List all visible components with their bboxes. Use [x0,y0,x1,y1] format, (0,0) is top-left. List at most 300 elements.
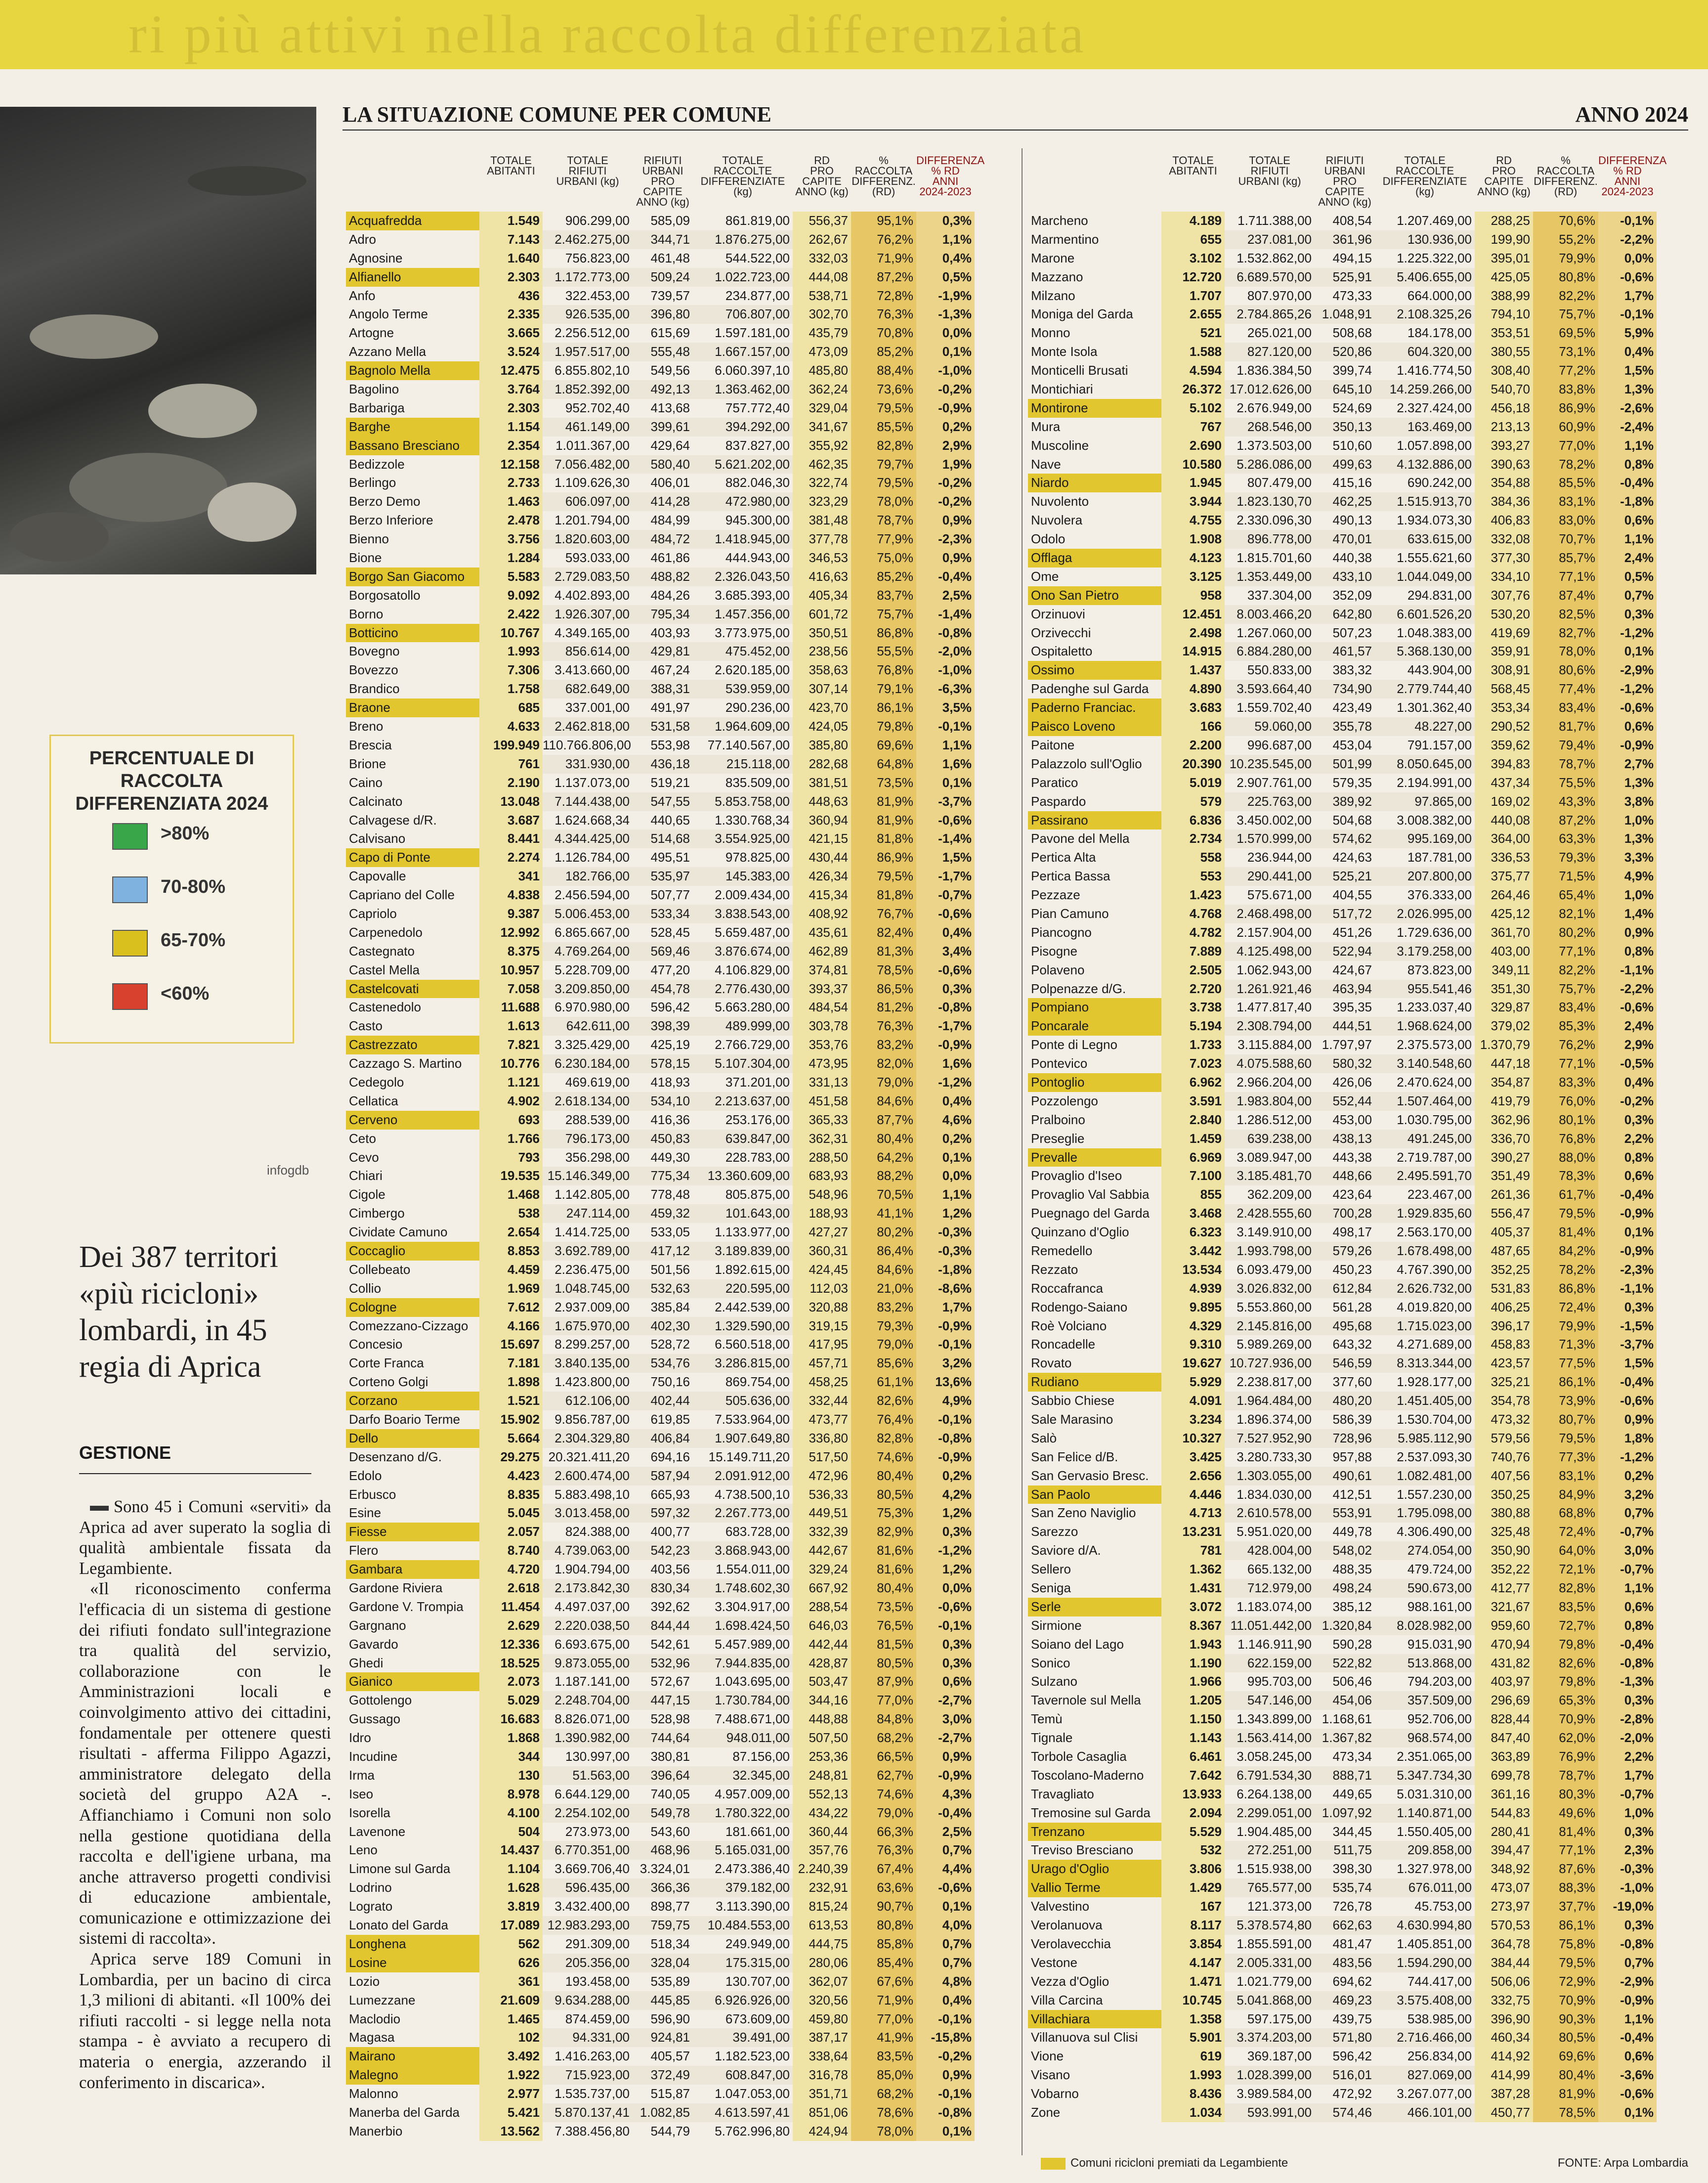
table-cell: 807.970,00 [1247,288,1312,303]
municipality-name: Calcinato [349,793,403,809]
table-cell: 110.766.806,00 [543,737,631,752]
table-cell: 6.461 [1161,1747,1225,1766]
table-cell: 2.091.912,00 [693,1467,793,1485]
table-cell: 78,7% [1533,755,1598,774]
table-cell: 77,1% [1533,568,1598,586]
table-cell: 484,26 [650,587,690,603]
municipality-name: Anfo [349,288,376,303]
table-cell: 861.819,00 [725,213,790,228]
table-cell: 579 [1161,792,1225,811]
table-cell: 3.280.733,30 [1237,1449,1312,1464]
table-cell: 3.692.789,00 [543,1242,633,1261]
table-cell: -0,6% [916,905,975,923]
municipality-name: Preseglie [1031,1131,1085,1146]
table-cell: 395,35 [1332,1000,1372,1015]
table-cell: 86,1% [851,699,916,717]
table-cell: 568,45 [1475,680,1533,699]
table-cell: 351,71 [793,2085,851,2103]
table-cell: 489.999,00 [693,1017,793,1036]
municipality-name: Villachiara [1028,2010,1161,2029]
table-cell: 3.209.850,00 [543,980,633,999]
municipality-name: Cazzago S. Martino [349,1056,462,1071]
table-cell: 355,92 [793,437,851,455]
table-cell: -0,1% [916,2085,975,2103]
municipality-name: Dello [346,1429,479,1448]
table-cell: -1,9% [916,287,975,306]
table-cell: 952.702,40 [565,400,630,415]
table-cell: -1,3% [1598,1672,1657,1691]
table-cell: 4.613.597,41 [693,2103,793,2122]
municipality-name: Capovalle [349,869,406,884]
table-row [1028,2028,1690,2047]
table-cell: 6.230.184,00 [543,1054,633,1073]
municipality-name: Paisco Loveno [1028,717,1161,736]
table-cell: 958 [1161,586,1225,605]
table-cell: 262,67 [793,230,851,249]
table-row [1028,1523,1690,1541]
table-cell: -2,0% [1598,1729,1657,1747]
table-row [346,1204,1008,1223]
table-cell: 78,0% [851,492,916,511]
table-row [346,792,1008,811]
table-cell: 461,48 [650,250,690,265]
table-row [346,1317,1008,1336]
table-cell: 387,17 [793,2028,851,2047]
table-cell: 538.985,00 [1407,2011,1472,2026]
municipality-name: Concesio [349,1337,403,1352]
table-cell: 0,8% [1598,455,1657,474]
municipality-name: Cimbergo [349,1206,405,1221]
table-cell: 3.756 [479,530,543,549]
table-cell: 336,80 [793,1429,851,1448]
table-cell: 399,74 [1332,363,1372,378]
table-cell: 424,05 [793,717,851,736]
table-row [1028,680,1690,699]
municipality-name: Brescia [349,737,392,752]
municipality-name: Saviore d/A. [1031,1543,1101,1558]
table-row [346,1054,1008,1073]
table-cell: 0,5% [916,268,975,287]
table-row [1028,1823,1690,1841]
table-cell: 593.033,00 [565,550,630,566]
table-cell: 307,76 [1475,586,1533,605]
table-cell: 85,5% [1533,474,1598,492]
table-row [1028,455,1690,474]
table-cell: 1.904.794,00 [555,1562,630,1577]
table-cell: -0,4% [1598,474,1657,492]
table-cell: 337.304,00 [1247,587,1312,603]
municipality-name: Gottolengo [349,1693,412,1708]
table-cell: 10.767 [479,624,543,643]
table-cell: 1.463 [479,492,543,511]
table-cell: 1.597.181,00 [715,325,790,341]
table-cell: 5.347.734,30 [1375,1766,1475,1785]
table-cell: 6.093.479,00 [1237,1262,1312,1277]
table-cell: 1.834.030,00 [1237,1486,1312,1502]
table-cell: 379.182,00 [693,1878,793,1897]
table-cell: 332,39 [793,1523,851,1541]
table-cell: 5.378.574,80 [1225,1916,1315,1935]
table-cell: 55,2% [1533,230,1598,249]
table-row [1028,1841,1690,1860]
table-cell: 423,70 [793,699,851,717]
table-cell: 761 [479,755,543,774]
table-cell: 199.949 [479,736,543,755]
table-cell: 1.437 [1161,661,1225,680]
table-row [346,1073,1008,1092]
table-cell: 517,72 [1315,905,1375,923]
column-header: RD PRO CAPITE ANNO (kg) [795,154,849,198]
municipality-name: Montirone [1028,399,1161,418]
table-cell: 86,1% [1533,1916,1598,1935]
table-cell: 29.275 [479,1448,543,1467]
table-cell: 543,60 [650,1824,690,1839]
table-cell: 1.182.523,00 [715,2049,790,2064]
table-cell: 473,77 [793,1410,851,1429]
table-title: LA SITUAZIONE COMUNE PER COMUNE [342,102,771,127]
table-cell: 403,97 [1475,1672,1533,1691]
table-cell: 95,1% [851,212,916,230]
table-cell: 49,6% [1533,1804,1598,1823]
table-cell: 12.451 [1161,605,1225,624]
table-cell: -0,8% [916,2103,975,2122]
table-cell: 2.776.430,00 [693,980,793,999]
table-cell: 645,10 [1315,380,1375,399]
municipality-name: Trenzano [1028,1823,1161,1841]
table-cell: 2.966.204,00 [1237,1074,1312,1090]
table-cell: 2.274 [479,848,543,867]
table-cell: 662,63 [1315,1916,1375,1935]
table-cell: 460,34 [1475,2028,1533,2047]
table-cell: 72,7% [1533,1616,1598,1635]
table-cell: 683,93 [793,1167,851,1185]
table-cell: 491.245,00 [1375,1130,1475,1148]
table-cell: 403,93 [650,625,690,640]
table-cell: 3,4% [916,942,975,961]
table-cell: 3.425 [1161,1448,1225,1467]
table-cell: 1.823.130,70 [1225,492,1315,511]
table-cell: 1.907.649,80 [693,1429,793,1448]
table-row [346,942,1008,961]
table-cell: 319,15 [793,1317,851,1336]
table-cell: 4.075.588,60 [1225,1054,1315,1073]
table-cell: 336,53 [1475,848,1533,867]
table-cell: 14.259.266,00 [1375,380,1475,399]
table-cell: 81,9% [1533,2085,1598,2103]
table-cell: 3.442 [1161,1242,1225,1261]
table-cell: 77,1% [1533,1054,1598,1073]
table-cell: 329,24 [793,1560,851,1579]
table-cell: 1.150 [1161,1710,1225,1729]
table-cell: 414,28 [633,492,693,511]
municipality-name: Capo di Ponte [346,848,479,867]
table-row [1028,474,1690,492]
table-cell: 3.593.664,40 [1225,680,1315,699]
table-cell: 2.840 [1161,1111,1225,1130]
table-cell: 3.185.481,70 [1225,1167,1315,1185]
municipality-name: Collebeato [349,1262,411,1277]
table-cell: -0,7% [1598,1785,1657,1804]
table-cell: 882.046,30 [725,475,790,490]
table-row [1028,699,1690,717]
table-cell: 5.553.860,00 [1237,1299,1312,1314]
table-cell: 633.615,00 [1375,530,1475,549]
municipality-name: Monno [1031,325,1070,341]
table-cell: 248,81 [793,1766,851,1785]
table-cell: 5.762.996,80 [715,2123,790,2139]
table-cell: 282,68 [793,755,851,774]
table-cell: 77,2% [1533,361,1598,380]
table-cell: 444,51 [1315,1017,1375,1036]
table-cell: 2.720 [1161,980,1225,999]
table-cell: 6.836 [1161,811,1225,830]
municipality-name: Manerba del Garda [349,2104,460,2120]
table-cell: 462,25 [1315,492,1375,511]
municipality-name: Polaveno [1031,962,1085,977]
table-cell: 699,78 [1475,1766,1533,1785]
table-cell: -0,6% [1598,268,1657,287]
table-cell: 579,35 [1332,775,1372,790]
table-cell: 79,5% [1533,1204,1598,1223]
table-cell: 0,6% [1598,1167,1657,1185]
table-cell: 3.944 [1161,492,1225,511]
table-cell: 744.417,00 [1407,1973,1472,1989]
table-cell: 1.667.157,00 [693,343,793,361]
table-cell: 362,07 [793,1972,851,1991]
table-cell: 1.327.978,00 [1397,1861,1472,1877]
table-cell: 8.003.466,20 [1225,605,1315,624]
table-cell: 15.697 [479,1335,543,1354]
table-cell: 827.069,00 [1375,2066,1475,2085]
table-cell: 228.783,00 [725,1149,790,1165]
table-cell: 5.985.112,90 [1375,1429,1475,1448]
table-cell: 6.926.926,00 [693,1991,793,2010]
table-row [1028,1954,1690,1972]
table-cell: 4.755 [1161,511,1225,530]
municipality-name: Bovegno [349,644,400,659]
table-cell: 613,53 [793,1916,851,1935]
table-row [346,1541,1008,1560]
table-cell: 316,78 [793,2066,851,2085]
table-cell: 43,3% [1533,792,1598,811]
municipality-name: Erbusco [349,1486,396,1502]
table-cell: 439,75 [1332,2011,1372,2026]
table-cell: 948.011,00 [693,1729,793,1747]
table-cell: 363,89 [1475,1747,1533,1766]
table-cell: 4.106.829,00 [715,962,790,977]
table-cell: 384,36 [1475,492,1533,511]
table-cell: 2.656 [1161,1467,1225,1485]
table-cell: 1.559.702,40 [1237,700,1312,715]
table-cell: 20.321.411,20 [548,1449,630,1464]
table-cell: 429,64 [650,437,690,453]
table-cell: 5.286.086,00 [1225,455,1315,474]
table-cell: 449,78 [1332,1524,1372,1539]
table-cell: 1.330.768,34 [715,812,790,828]
table-cell: 706.807,00 [693,305,793,324]
table-cell: -15,8% [916,2028,975,2047]
table-cell: 1.373.503,00 [1237,437,1312,453]
table-cell: -0,3% [916,1223,975,1242]
municipality-name: Ceto [349,1131,376,1146]
table-cell: 1.028.399,00 [1225,2066,1315,2085]
table-cell: 77,0% [851,1691,916,1710]
municipality-name: Cerveno [346,1111,479,1130]
table-cell: 403,56 [650,1562,690,1577]
table-cell: 608.847,00 [693,2066,793,2085]
table-cell: 3.468 [1161,1204,1225,1223]
table-cell: 15.146.349,00 [543,1167,633,1185]
table-cell: 0,8% [1598,942,1657,961]
table-cell: 68,2% [851,2085,916,2103]
table-cell: 4.123 [1161,549,1225,568]
table-cell: 2.618.134,00 [543,1092,633,1111]
municipality-name: Soiano del Lago [1031,1636,1124,1652]
table-cell: 15.902 [479,1410,543,1429]
table-cell: 3,0% [1598,1541,1657,1560]
table-cell: 507,77 [650,887,690,903]
municipality-name: Bagolino [349,382,399,397]
table-cell: 1.465 [479,2010,543,2029]
table-cell: 549,78 [633,1804,693,1823]
table-cell: 995.169,00 [1375,830,1475,848]
table-cell: 82,6% [1533,1654,1598,1673]
table-cell: 433,10 [1315,568,1375,586]
municipality-name: Torbole Casaglia [1031,1749,1127,1764]
table-cell: 4.019.820,00 [1397,1299,1472,1314]
municipality-name: Lozio [349,1973,380,1989]
table-cell: 0,4% [1598,1073,1657,1092]
table-cell: 4.713 [1161,1504,1225,1523]
table-cell: 2,5% [916,586,975,605]
table-row [1028,492,1690,511]
table-cell: 1.968.624,00 [1375,1017,1475,1036]
municipality-name: Gargnano [349,1617,406,1633]
table-cell: 514,68 [633,830,693,848]
table-cell: 344,45 [1332,1824,1372,1839]
table-cell: 83,2% [851,1036,916,1054]
table-cell: 1.993.798,00 [1225,1242,1315,1261]
table-cell: 571,80 [1315,2028,1375,2047]
table-cell: 77,4% [1533,680,1598,699]
table-cell: 750,16 [650,1374,690,1390]
table-cell: 472.980,00 [693,492,793,511]
municipality-name: Vestone [1031,1955,1077,1970]
municipality-name: Agnosine [349,250,403,265]
table-cell: 535,74 [1315,1878,1375,1897]
municipality-name: Pertica Alta [1031,850,1096,865]
table-cell: 41,1% [851,1204,916,1223]
table-cell: 5.951.020,00 [1237,1524,1312,1539]
table-cell: 542,23 [633,1541,693,1560]
table-cell: 1.358 [1161,2010,1225,2029]
table-cell: 396,80 [633,305,693,324]
table-cell: 10.745 [1161,1991,1225,2010]
table-cell: 531,58 [633,717,693,736]
table-cell: 2,2% [1598,1130,1657,1148]
table-row [346,1373,1008,1392]
table-cell: 2.267.773,00 [693,1504,793,1523]
table-cell: 4.132.886,00 [1375,455,1475,474]
table-cell: 485,80 [793,361,851,380]
table-cell: 558 [1161,848,1225,867]
table-cell: 0,3% [1598,1691,1657,1710]
legend-box [49,735,294,1044]
table-year: ANNO 2024 [1575,102,1688,127]
table-cell: 7.488.671,00 [715,1711,790,1727]
table-cell: 332,44 [793,1392,851,1410]
table-row [1028,642,1690,661]
table-cell: -1,3% [916,305,975,324]
table-cell: -0,6% [1598,1392,1657,1410]
municipality-name: Padenghe sul Garda [1031,681,1149,697]
table-cell: 11.051.442,00 [1225,1616,1315,1635]
table-cell: 0,1% [916,774,975,792]
municipality-name: Villanuova sul Clisi [1031,2030,1138,2045]
table-row [346,1635,1008,1654]
municipality-name: Muscoline [1031,437,1089,453]
table-cell: 596.435,00 [543,1878,633,1897]
municipality-name: Castenedolo [349,1000,421,1015]
table-cell: -1,4% [916,830,975,848]
table-cell: 5.165.031,00 [693,1841,793,1860]
table-cell: 69,6% [1533,2047,1598,2066]
table-cell: 1.748.602,30 [693,1579,793,1598]
table-cell: 394.292,00 [693,418,793,437]
table-cell: -1,2% [1598,1448,1657,1467]
table-cell: 331.930,00 [543,755,633,774]
table-cell: 1.588 [1161,343,1225,361]
table-cell: 350,25 [1475,1485,1533,1504]
banner-ghost-text: ri più attivi nella raccolta differenziata [128,4,1087,64]
municipality-name: Bione [349,550,382,566]
table-cell: 655 [1161,230,1225,249]
table-cell: 590,28 [1332,1636,1372,1652]
municipality-name: Sellero [1031,1562,1071,1577]
municipality-name: Rovato [1031,1355,1072,1371]
table-row [1028,1204,1690,1223]
table-cell: 9.092 [479,586,543,605]
table-row [1028,287,1690,306]
table-cell: 69,6% [851,736,916,755]
municipality-name: Pompiano [1028,998,1161,1017]
table-cell: 79,7% [851,455,916,474]
table-cell: 1.057.898,00 [1397,437,1472,453]
table-cell: 394,47 [1475,1841,1533,1860]
municipality-name: Berlingo [349,475,396,490]
table-cell: 78,5% [1533,2103,1598,2122]
table-cell: 1.966 [1161,1672,1225,1691]
table-cell: 357,76 [793,1841,851,1860]
table-cell: 1.521 [479,1392,543,1410]
table-cell: 430,44 [793,848,851,867]
table-cell: 574,46 [1315,2103,1375,2122]
table-cell: 3.140.548,60 [1375,1054,1475,1073]
table-cell: 1.329.590,00 [693,1317,793,1336]
table-cell: 0,7% [916,1954,975,1972]
municipality-name: San Zeno Naviglio [1031,1505,1136,1521]
table-cell: 2.108.325,26 [1375,305,1475,324]
table-cell: 84,6% [851,1261,916,1279]
table-cell: 361,70 [1475,923,1533,942]
table-cell: 364,00 [1475,830,1533,848]
table-cell: 1.097,92 [1315,1804,1375,1823]
table-cell: 539.959,00 [693,680,793,699]
table-cell: 67,6% [851,1972,916,1991]
table-cell: 5.659.487,00 [715,924,790,940]
municipality-name: Milzano [1031,288,1075,303]
table-cell: 509,24 [633,268,693,287]
